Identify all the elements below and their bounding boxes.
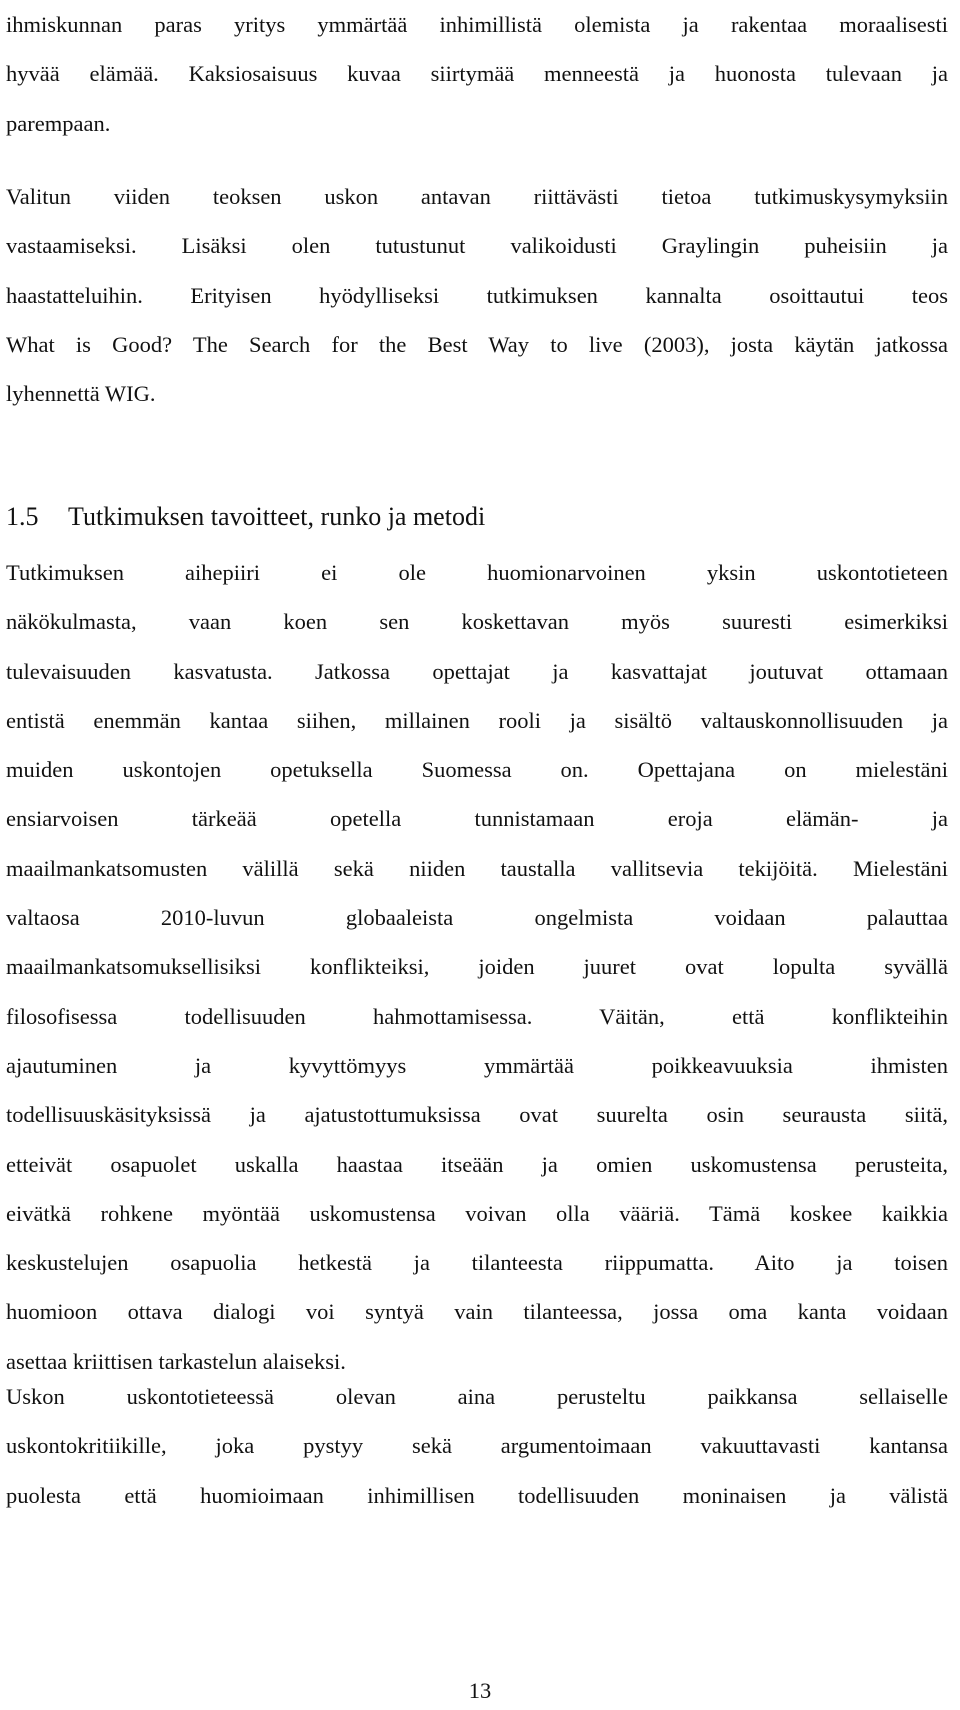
section-heading bbox=[6, 497, 948, 537]
text-line: parempaan. bbox=[6, 110, 111, 136]
section-number: 1.5 bbox=[6, 502, 39, 531]
text-line: lyhennettä WIG. bbox=[6, 381, 156, 407]
text-line: entistä enemmän kantaa siihen, millainen rooli ja sisältö valtauskonnollisuuden ja bbox=[6, 707, 948, 733]
text-line: hyvää elämää. Kaksiosaisuus kuvaa siirtymää menneestä ja huonosta tulevaan ja bbox=[6, 61, 948, 87]
text-line: asettaa kriittisen tarkastelun alaiseksi. bbox=[6, 1348, 346, 1374]
text-line: haastatteluihin. Erityisen hyödylliseksi tutkimuksen kannalta osoittautui teos bbox=[6, 282, 948, 308]
text-line: todellisuuskäsityksissä ja ajatustottumuksissa ovat suurelta osin seurausta siitä, bbox=[6, 1102, 948, 1128]
paragraph-religion-criticism bbox=[6, 1372, 948, 1520]
page-number: 13 bbox=[468, 1678, 492, 1703]
text-line: ajautuminen ja kyvyttömyys ymmärtää poikkeavuuksia ihmisten bbox=[6, 1052, 948, 1078]
paragraph-sources bbox=[6, 172, 948, 418]
section-title: Tutkimuksen tavoitteet, runko ja metodi bbox=[68, 502, 486, 531]
text-line: puolesta että huomioimaan inhimillisen todellisuuden moninaisen ja välistä bbox=[6, 1482, 948, 1508]
paragraph-research-goals bbox=[6, 548, 948, 1386]
text-line: etteivät osapuolet uskalla haastaa itseään ja omien uskomustensa perusteita, bbox=[6, 1151, 948, 1177]
text-line: eivätkä rohkene myöntää uskomustensa voivan olla vääriä. Tämä koskee kaikkia bbox=[6, 1200, 948, 1226]
text-line: maailmankatsomusten välillä sekä niiden taustalla vallitsevia tekijöitä. Mielestäni bbox=[6, 855, 948, 881]
text-line: ensiarvoisen tärkeää opetella tunnistamaan eroja elämän- ja bbox=[6, 806, 948, 832]
text-line: What is Good? The Search for the Best Way to live (2003), josta käytän jatkossa bbox=[6, 331, 948, 357]
text-line: keskustelujen osapuolia hetkestä ja tilanteesta riippumatta. Aito ja toisen bbox=[6, 1250, 948, 1276]
text-line: maailmankatsomuksellisiksi konflikteiksi, joiden juuret ovat lopulta syvällä bbox=[6, 954, 948, 980]
text-line: tulevaisuuden kasvatusta. Jatkossa opettajat ja kasvattajat joutuvat ottamaan bbox=[6, 658, 948, 684]
text-line: muiden uskontojen opetuksella Suomessa on. Opettajana on mielestäni bbox=[6, 757, 948, 783]
text-line: näkökulmasta, vaan koen sen koskettavan myös suuresti esimerkiksi bbox=[6, 609, 948, 635]
text-line: uskontokritiikille, joka pystyy sekä argumentoimaan vakuuttavasti kantansa bbox=[6, 1433, 948, 1459]
text-line: Uskon uskontotieteessä olevan aina perusteltu paikkansa sellaiselle bbox=[6, 1384, 948, 1409]
text-line: ihmiskunnan paras yritys ymmärtää inhimillistä olemista ja rakentaa moraalisesti bbox=[6, 12, 948, 37]
text-line: huomioon ottava dialogi voi syntyä vain tilanteessa, jossa oma kanta voidaan bbox=[6, 1299, 948, 1325]
text-line: filosofisessa todellisuuden hahmottamisessa. Väitän, että konflikteihin bbox=[6, 1003, 948, 1029]
text-line: Valitun viiden teoksen uskon antavan riittävästi tietoa tutkimuskysymyksiin bbox=[6, 184, 948, 209]
text-line: vastaamiseksi. Lisäksi olen tutustunut valikoidusti Graylingin puheisiin ja bbox=[6, 233, 948, 259]
paragraph-intro-continuation bbox=[6, 0, 948, 148]
text-line: valtaosa 2010-luvun globaaleista ongelmista voidaan palauttaa bbox=[6, 905, 948, 931]
text-line: Tutkimuksen aihepiiri ei ole huomionarvoinen yksin uskontotieteen bbox=[6, 560, 948, 585]
